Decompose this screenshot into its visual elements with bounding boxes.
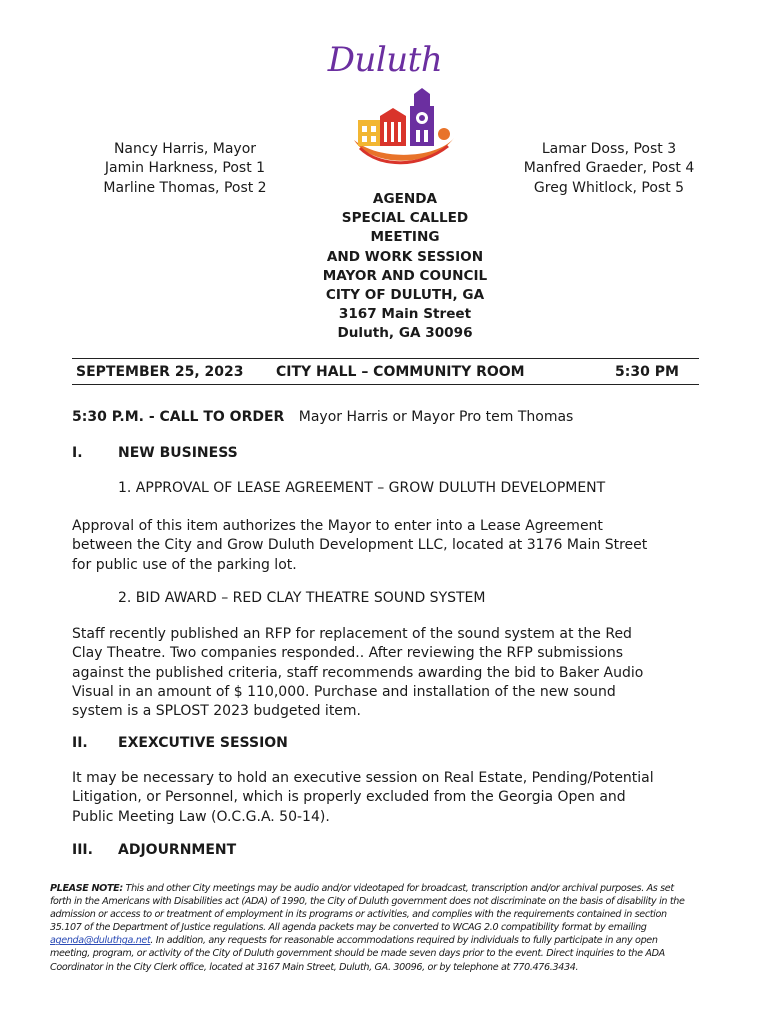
agenda-title-line: MEETING [370, 229, 440, 246]
council-member: Jamin Harkness, Post 1 [104, 160, 266, 177]
agenda-title-block [295, 190, 515, 344]
agenda-email-link[interactable]: agenda@duluthga.net [50, 935, 151, 947]
meeting-date: SEPTEMBER 25, 2023 [76, 364, 244, 380]
council-list-right [500, 140, 718, 198]
agenda-title-line: MAYOR AND COUNCIL [322, 267, 488, 284]
accessibility-note [50, 882, 730, 974]
agenda-item-label: 1. APPROVAL OF LEASE AGREEMENT – GROW DULUTH DEVELOPMENT [118, 480, 606, 496]
agenda-title-line: CITY OF DULUTH, GA [325, 287, 485, 304]
council-member: Lamar Doss, Post 3 [541, 141, 677, 157]
note-line: admission or access to or treatment of employment in its programs or activities, and complies with the requirements contained in section [50, 909, 667, 921]
section-number: III. [72, 842, 93, 858]
note-line: forth in the Americans with Disabilities act (ADA) of 1990, the City of Duluth government does not discriminate on the basis of disability in the [50, 896, 685, 908]
call-to-order-text: Mayor Harris or Mayor Pro tem Thomas [298, 409, 574, 425]
agenda-item-label: 2. BID AWARD – RED CLAY THEATRE SOUND SYSTEM [118, 590, 486, 606]
paragraph-line: Staff recently published an RFP for replacement of the sound system at the Red [72, 626, 632, 642]
paragraph-line: Approval of this item authorizes the Mayor to enter into a Lease Agreement [72, 518, 603, 534]
note-label: PLEASE NOTE: [50, 883, 123, 894]
agenda-item-description [72, 625, 712, 721]
section-title: ADJOURNMENT [118, 842, 237, 858]
paragraph-line: It may be necessary to hold an executive session on Real Estate, Pending/Potential [72, 770, 654, 786]
duluth-logo-skyline-icon [350, 88, 460, 168]
council-member: Greg Whitlock, Post 5 [533, 179, 685, 196]
section-number: II. [72, 735, 88, 751]
note-line: meeting, program, or activity of the City of Duluth government should be made seven days prior to the event. Direct inquiries to the ADA [50, 948, 665, 960]
agenda-title-line: Duluth, GA 30096 [337, 325, 473, 342]
meeting-location: CITY HALL – COMMUNITY ROOM [276, 364, 525, 380]
paragraph-line: Litigation, or Personnel, which is properly excluded from the Georgia Open and [72, 789, 626, 806]
paragraph-line: between the City and Grow Duluth Development LLC, located at 3176 Main Street [72, 537, 648, 554]
paragraph-line: Visual in an amount of $ 110,000. Purchase and installation of the new sound [72, 683, 616, 700]
agenda-title-line: 3167 Main Street [338, 306, 472, 323]
paragraph-line: for public use of the parking lot. [72, 556, 297, 573]
section-number: I. [72, 445, 83, 461]
info-bar-bottom-rule [72, 384, 699, 385]
note-line: Coordinator in the City Clerk office, located at 3167 Main Street, Duluth, GA. 30096, or by telephone at 770.476.3434. [50, 961, 579, 973]
agenda-title-line: AGENDA [372, 191, 438, 207]
agenda-item-description [72, 517, 712, 575]
meeting-time: 5:30 PM [615, 364, 679, 380]
section-title: EXEXCUTIVE SESSION [118, 735, 288, 751]
paragraph-line: system is a SPLOST 2023 budgeted item. [72, 703, 362, 720]
note-line: This and other City meetings may be audio and/or videotaped for broadcast, transcription and/or archival purposes. As set [122, 883, 674, 894]
executive-session-description [72, 769, 712, 827]
council-member: Marline Thomas, Post 2 [103, 179, 267, 196]
paragraph-line: Public Meeting Law (O.C.G.A. 50-14). [72, 808, 330, 825]
duluth-logo-wordmark: Duluth [327, 40, 443, 80]
info-bar-top-rule [72, 358, 699, 359]
council-member: Manfred Graeder, Post 4 [523, 160, 695, 177]
section-title: NEW BUSINESS [118, 445, 238, 461]
agenda-title-line: SPECIAL CALLED [341, 210, 469, 227]
note-line: . In addition, any requests for reasonable accommodations required by individuals to fully participate in any open [150, 935, 658, 947]
call-to-order [72, 409, 573, 425]
paragraph-line: against the published criteria, staff recommends awarding the bid to Baker Audio [72, 664, 644, 681]
agenda-title-line: AND WORK SESSION [326, 248, 484, 265]
council-member: Nancy Harris, Mayor [113, 141, 257, 157]
call-to-order-label: 5:30 P.M. - CALL TO ORDER [72, 409, 285, 425]
paragraph-line: Clay Theatre. Two companies responded.. After reviewing the RFP submissions [72, 645, 624, 662]
council-list-left [80, 140, 290, 198]
note-line: 35.107 of the Department of Justice regulations. All agenda packets may be converted to WCAG 2.0 compatibility format by emailing [50, 922, 647, 934]
